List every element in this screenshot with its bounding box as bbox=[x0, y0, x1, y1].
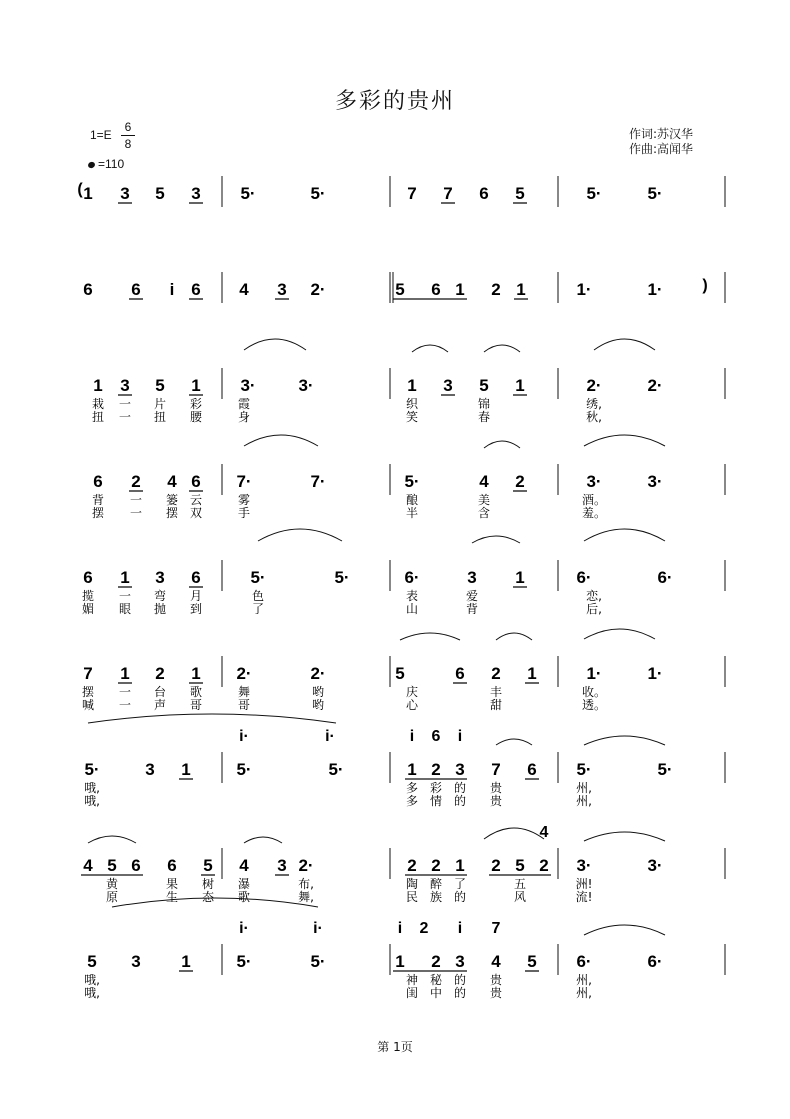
note: 1 bbox=[181, 952, 191, 971]
note: 3· bbox=[298, 376, 314, 395]
slur bbox=[484, 441, 520, 448]
lyric-verse-1: 陶 bbox=[405, 877, 419, 891]
slur bbox=[412, 345, 448, 352]
lyric-verse-1: 多 bbox=[405, 781, 419, 795]
note: 6 bbox=[131, 856, 141, 875]
note: 3 bbox=[455, 952, 465, 971]
lyric-verse-1: 恋, bbox=[586, 589, 602, 603]
note: 1 bbox=[515, 376, 525, 395]
upper-note: i bbox=[457, 728, 463, 745]
lyric-verse-1: 舞 bbox=[237, 685, 251, 699]
upper-note: 2 bbox=[419, 920, 429, 937]
lyric-verse-1: 酒。 bbox=[581, 493, 607, 507]
note: 2 bbox=[515, 472, 525, 491]
note: 5· bbox=[576, 760, 592, 779]
slur bbox=[584, 925, 665, 935]
note: 5 bbox=[515, 184, 525, 203]
lyric-verse-2: 一 bbox=[118, 698, 132, 712]
lyric-verse-2: 到 bbox=[189, 602, 203, 616]
lyric-verse-2: 声 bbox=[153, 698, 167, 712]
lyric-verse-1: 庆 bbox=[405, 685, 419, 699]
page-title: 多彩的贵州 bbox=[334, 89, 455, 114]
note: 6 bbox=[83, 280, 93, 299]
lyric-verse-1: 布, bbox=[298, 877, 314, 891]
lyric-verse-2: 闺 bbox=[405, 986, 419, 1000]
note: 6 bbox=[191, 472, 201, 491]
note: 3 bbox=[455, 760, 465, 779]
note: 2 bbox=[491, 856, 501, 875]
lyric-verse-1: 的 bbox=[453, 973, 467, 987]
lyric-verse-2: 哥 bbox=[237, 698, 251, 712]
lyricist: 作词:苏汉华 bbox=[629, 127, 694, 141]
note: 5 bbox=[155, 376, 165, 395]
lyric-verse-1: 州, bbox=[576, 973, 592, 987]
note: 2· bbox=[310, 280, 326, 299]
lyric-verse-2: 双 bbox=[189, 506, 203, 520]
note: 5 bbox=[527, 952, 537, 971]
lyric-verse-2: 贵 bbox=[489, 986, 503, 1000]
note: 2· bbox=[647, 376, 663, 395]
note: 5 bbox=[155, 184, 165, 203]
note: 5· bbox=[240, 184, 256, 203]
note: 1· bbox=[576, 280, 592, 299]
note: 3 bbox=[277, 856, 287, 875]
upper-note: 4 bbox=[539, 824, 549, 841]
note: 4 bbox=[83, 856, 93, 875]
lyric-verse-2: 抛 bbox=[153, 602, 167, 616]
lyric-verse-1: 色 bbox=[251, 589, 265, 603]
lyric-verse-1: 树 bbox=[201, 877, 215, 891]
note: 5 bbox=[395, 664, 405, 683]
lyric-verse-2: 扭 bbox=[153, 410, 167, 424]
note: 1 bbox=[191, 376, 201, 395]
lyric-verse-2: 了 bbox=[251, 602, 265, 616]
lyric-verse-1: 一 bbox=[118, 589, 132, 603]
note: 3· bbox=[576, 856, 592, 875]
note: 6· bbox=[404, 568, 420, 587]
lyric-verse-2: 媚 bbox=[81, 602, 95, 616]
note: 2· bbox=[236, 664, 252, 683]
note: 1 bbox=[455, 280, 465, 299]
note: 3· bbox=[647, 856, 663, 875]
lyric-verse-1: 绣, bbox=[586, 397, 602, 411]
lyric-verse-1: 黄 bbox=[105, 877, 119, 891]
lyric-verse-1: 洲! bbox=[575, 877, 593, 891]
lyric-verse-1: 篓 bbox=[165, 493, 179, 507]
lyric-verse-1: 哟 bbox=[311, 685, 325, 699]
slur bbox=[244, 837, 282, 843]
note: 2 bbox=[491, 664, 501, 683]
lyric-verse-1: 雾 bbox=[237, 493, 251, 507]
slur bbox=[88, 836, 136, 843]
lyric-verse-2: 哦, bbox=[84, 794, 100, 808]
lyric-verse-1: 织 bbox=[405, 397, 419, 411]
time-signature-bottom: 8 bbox=[124, 137, 132, 151]
note: 1 bbox=[395, 952, 405, 971]
note: 5· bbox=[310, 184, 326, 203]
slur bbox=[258, 529, 342, 541]
note: 6 bbox=[431, 280, 441, 299]
lyric-verse-2: 背 bbox=[465, 602, 479, 616]
lyric-verse-2: 哦, bbox=[84, 986, 100, 1000]
note: 5· bbox=[404, 472, 420, 491]
lyric-verse-2: 风 bbox=[513, 890, 527, 904]
page-number: 第 1页 bbox=[377, 1040, 413, 1054]
note: 7 bbox=[491, 760, 501, 779]
note: 1 bbox=[515, 568, 525, 587]
key-signature: 1=E bbox=[90, 128, 112, 142]
note: 5 bbox=[203, 856, 213, 875]
note: 1· bbox=[586, 664, 602, 683]
note: 6· bbox=[647, 952, 663, 971]
lyric-verse-1: 哦, bbox=[84, 781, 100, 795]
note: 2 bbox=[431, 856, 441, 875]
slur bbox=[484, 828, 544, 839]
lyric-verse-1: 弯 bbox=[153, 589, 167, 603]
note: 3· bbox=[240, 376, 256, 395]
lyric-verse-2: 心 bbox=[405, 698, 419, 712]
lyric-verse-2: 民 bbox=[405, 890, 419, 904]
note: 6 bbox=[191, 568, 201, 587]
slur bbox=[400, 633, 460, 640]
note: 2· bbox=[310, 664, 326, 683]
note: 7 bbox=[443, 184, 453, 203]
note: 3 bbox=[191, 184, 201, 203]
note: 7 bbox=[83, 664, 93, 683]
upper-note: 6 bbox=[431, 728, 441, 745]
note: 5· bbox=[250, 568, 266, 587]
lyric-verse-1: 醉 bbox=[429, 877, 443, 891]
note: 5· bbox=[236, 952, 252, 971]
lyric-verse-1: 表 bbox=[405, 589, 419, 603]
slur bbox=[496, 739, 532, 745]
note: 2 bbox=[431, 952, 441, 971]
lyric-verse-1: 瀑 bbox=[237, 877, 251, 891]
lyric-verse-1: 了 bbox=[453, 877, 467, 891]
note: i bbox=[169, 280, 175, 299]
slur bbox=[584, 736, 665, 745]
note: 4 bbox=[239, 856, 249, 875]
lyric-verse-1: 贵 bbox=[489, 781, 503, 795]
lyric-verse-1: 的 bbox=[453, 781, 467, 795]
slur bbox=[88, 714, 336, 723]
lyric-verse-2: 态 bbox=[201, 890, 215, 904]
upper-note: 7 bbox=[491, 920, 501, 937]
lyric-verse-1: 月 bbox=[189, 589, 203, 603]
note: 3· bbox=[586, 472, 602, 491]
lyric-verse-2: 眼 bbox=[118, 602, 132, 616]
lyric-verse-1: 秘 bbox=[429, 973, 443, 987]
lyric-verse-1: 美 bbox=[477, 493, 491, 507]
lyric-verse-2: 笑 bbox=[405, 410, 419, 424]
lyric-verse-2: 州, bbox=[576, 794, 592, 808]
slur bbox=[496, 633, 532, 640]
lyric-verse-2: 中 bbox=[429, 986, 443, 1000]
note: 1 bbox=[516, 280, 526, 299]
note: 4 bbox=[479, 472, 489, 491]
lyric-verse-1: 揽 bbox=[81, 589, 95, 603]
note: 5· bbox=[647, 184, 663, 203]
note: 4 bbox=[239, 280, 249, 299]
note: 3 bbox=[155, 568, 165, 587]
note: 3 bbox=[131, 952, 141, 971]
lyric-verse-1: 背 bbox=[91, 493, 105, 507]
note: 3· bbox=[647, 472, 663, 491]
lyric-verse-1: 彩 bbox=[189, 397, 203, 411]
lyric-verse-2: 的 bbox=[453, 794, 467, 808]
note: 6 bbox=[191, 280, 201, 299]
lyric-verse-2: 一 bbox=[118, 410, 132, 424]
lyric-verse-2: 含 bbox=[477, 506, 491, 520]
lyric-verse-1: 果 bbox=[165, 877, 179, 891]
note: 4 bbox=[491, 952, 501, 971]
note: 6· bbox=[576, 952, 592, 971]
note: 2 bbox=[131, 472, 141, 491]
note: 3 bbox=[120, 376, 130, 395]
note: 4 bbox=[167, 472, 177, 491]
slur bbox=[584, 832, 665, 841]
lyric-verse-1: 歌 bbox=[189, 685, 203, 699]
lyric-verse-1: 五 bbox=[513, 877, 527, 891]
lyric-verse-2: 喊 bbox=[81, 698, 95, 712]
upper-note: i bbox=[409, 728, 415, 745]
lyric-verse-2: 山 bbox=[405, 602, 419, 616]
lyric-verse-1: 彩 bbox=[429, 781, 443, 795]
slur bbox=[484, 345, 520, 352]
note: 7· bbox=[236, 472, 252, 491]
upper-note: i· bbox=[239, 728, 249, 745]
note: 5· bbox=[310, 952, 326, 971]
upper-note: i bbox=[397, 920, 403, 937]
note: 1 bbox=[120, 664, 130, 683]
lyric-verse-2: 扭 bbox=[91, 410, 105, 424]
note: 1 bbox=[93, 376, 103, 395]
note: 5· bbox=[236, 760, 252, 779]
upper-note: i bbox=[457, 920, 463, 937]
upper-note: i· bbox=[313, 920, 323, 937]
upper-note: i· bbox=[239, 920, 249, 937]
note: 5 bbox=[107, 856, 117, 875]
note: 7· bbox=[310, 472, 326, 491]
lyric-verse-1: 片 bbox=[153, 397, 167, 411]
lyric-verse-1: 哦, bbox=[84, 973, 100, 987]
note: 5 bbox=[87, 952, 97, 971]
lyric-verse-2: 腰 bbox=[189, 410, 203, 424]
lyric-verse-2: 后, bbox=[586, 602, 602, 616]
lyric-verse-2: 秋, bbox=[586, 410, 602, 424]
lyric-verse-1: 神 bbox=[405, 973, 419, 987]
lyric-verse-2: 甜 bbox=[489, 698, 503, 712]
slur bbox=[112, 898, 318, 907]
note: 1· bbox=[647, 280, 663, 299]
note: 1 bbox=[120, 568, 130, 587]
lyric-verse-1: 栽 bbox=[91, 397, 105, 411]
note: 2 bbox=[431, 760, 441, 779]
note: 2 bbox=[407, 856, 417, 875]
note: 5· bbox=[328, 760, 344, 779]
lyric-verse-2: 生 bbox=[165, 890, 179, 904]
note: 3 bbox=[145, 760, 155, 779]
note: 6 bbox=[131, 280, 141, 299]
slur bbox=[584, 529, 665, 541]
lyric-verse-2: 州, bbox=[576, 986, 592, 1000]
note: 7 bbox=[407, 184, 417, 203]
note: 5· bbox=[334, 568, 350, 587]
note: 6 bbox=[479, 184, 489, 203]
note: 1 bbox=[407, 376, 417, 395]
lyric-verse-2: 哟 bbox=[311, 698, 325, 712]
lyric-verse-2: 贵 bbox=[489, 794, 503, 808]
lyric-verse-1: 霞 bbox=[237, 397, 251, 411]
note: 2 bbox=[491, 280, 501, 299]
lyric-verse-1: 一 bbox=[129, 493, 143, 507]
lyric-verse-2: 舞, bbox=[298, 890, 314, 904]
tempo-value: =110 bbox=[98, 157, 125, 171]
note: 6 bbox=[455, 664, 465, 683]
lyric-verse-2: 春 bbox=[477, 410, 491, 424]
repeat-start-bracket: ( bbox=[77, 181, 83, 198]
note: 3 bbox=[443, 376, 453, 395]
lyric-verse-1: 收。 bbox=[581, 685, 607, 699]
time-signature-top: 6 bbox=[124, 120, 132, 134]
note: 5 bbox=[395, 280, 405, 299]
lyric-verse-1: 锦 bbox=[477, 397, 491, 411]
note: 6 bbox=[83, 568, 93, 587]
slur bbox=[584, 629, 655, 639]
note: 1 bbox=[191, 664, 201, 683]
note: 6· bbox=[576, 568, 592, 587]
lyric-verse-2: 摆 bbox=[165, 506, 179, 520]
lyric-verse-1: 一 bbox=[118, 397, 132, 411]
lyric-verse-2: 身 bbox=[237, 410, 251, 424]
lyric-verse-1: 贵 bbox=[489, 973, 503, 987]
lyric-verse-1: 州, bbox=[576, 781, 592, 795]
note: 3 bbox=[277, 280, 287, 299]
lyric-verse-2: 原 bbox=[105, 890, 119, 904]
note: 2 bbox=[155, 664, 165, 683]
slur bbox=[584, 435, 665, 446]
note: 5· bbox=[586, 184, 602, 203]
lyric-verse-2: 的 bbox=[453, 890, 467, 904]
lyric-verse-1: 一 bbox=[118, 685, 132, 699]
lyric-verse-2: 羞。 bbox=[581, 506, 607, 520]
lyric-verse-1: 摆 bbox=[81, 685, 95, 699]
lyric-verse-1: 丰 bbox=[489, 685, 503, 699]
repeat-end-bracket: ) bbox=[702, 277, 708, 294]
lyric-verse-2: 流! bbox=[575, 890, 593, 904]
lyric-verse-2: 哥 bbox=[189, 698, 203, 712]
note: 1· bbox=[647, 664, 663, 683]
lyric-verse-2: 多 bbox=[405, 794, 419, 808]
note: 1 bbox=[181, 760, 191, 779]
composer: 作曲:高闻华 bbox=[629, 142, 694, 156]
note: 1 bbox=[407, 760, 417, 779]
lyric-verse-2: 的 bbox=[453, 986, 467, 1000]
lyric-verse-1: 爱 bbox=[465, 589, 479, 603]
note: 6 bbox=[527, 760, 537, 779]
lyric-verse-2: 摆 bbox=[91, 506, 105, 520]
lyric-verse-2: 手 bbox=[237, 506, 251, 520]
upper-note: i· bbox=[325, 728, 335, 745]
note: 6 bbox=[93, 472, 103, 491]
lyric-verse-2: 一 bbox=[129, 506, 143, 520]
note: 2 bbox=[539, 856, 549, 875]
note: 1 bbox=[455, 856, 465, 875]
note: 1 bbox=[83, 184, 93, 203]
lyric-verse-2: 半 bbox=[405, 506, 419, 520]
lyric-verse-2: 情 bbox=[429, 794, 443, 808]
note: 3 bbox=[467, 568, 477, 587]
note: 2· bbox=[298, 856, 314, 875]
lyric-verse-2: 歌 bbox=[237, 890, 251, 904]
note: 3 bbox=[120, 184, 130, 203]
slur bbox=[472, 536, 520, 543]
note: 5· bbox=[657, 760, 673, 779]
lyric-verse-1: 云 bbox=[189, 493, 203, 507]
note: 5· bbox=[84, 760, 100, 779]
note: 5 bbox=[479, 376, 489, 395]
lyric-verse-2: 族 bbox=[429, 890, 443, 904]
note: 2· bbox=[586, 376, 602, 395]
lyric-verse-1: 酿 bbox=[405, 493, 419, 507]
note: 6· bbox=[657, 568, 673, 587]
lyric-verse-2: 透。 bbox=[581, 698, 607, 712]
slur bbox=[594, 339, 655, 350]
slur bbox=[244, 435, 318, 446]
note: 1 bbox=[527, 664, 537, 683]
note: 6 bbox=[167, 856, 177, 875]
slur bbox=[244, 339, 306, 350]
note: 5 bbox=[515, 856, 525, 875]
lyric-verse-1: 台 bbox=[153, 685, 167, 699]
